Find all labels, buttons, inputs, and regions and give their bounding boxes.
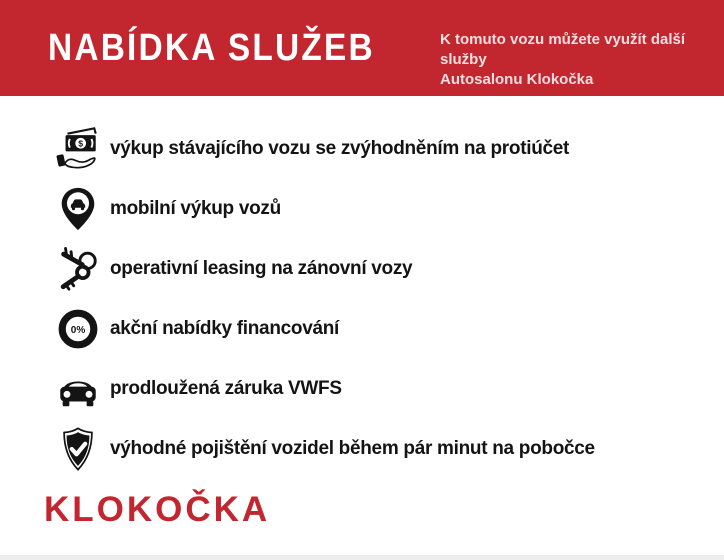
service-item-insurance xyxy=(54,419,595,479)
service-label: výkup stávajícího vozu se zvýhodněním na protiúčet xyxy=(110,138,570,159)
shield-check-icon xyxy=(54,425,102,473)
header-subtitle-line2: Autosalonu Klokočka xyxy=(440,71,594,88)
service-label: operativní leasing na zánovní vozy xyxy=(110,258,413,279)
zero-percent-icon xyxy=(54,305,102,353)
service-label: mobilní výkup vozů xyxy=(110,198,281,219)
car-keys-icon xyxy=(54,245,102,293)
header-subtitle xyxy=(440,30,720,90)
service-item-warranty xyxy=(54,359,595,419)
service-item-trade-in xyxy=(54,119,595,179)
service-label: prodloužená záruka VWFS xyxy=(110,378,342,399)
money-in-hand-icon xyxy=(54,125,102,173)
zero-percent-badge: 0% xyxy=(70,324,86,336)
service-item-financing xyxy=(54,299,595,359)
service-item-mobile-buyout xyxy=(54,179,595,239)
car-icon xyxy=(54,365,102,413)
service-label: výhodné pojištění vozidel během pár minut na pobočce xyxy=(110,438,595,459)
car-location-pin-icon xyxy=(54,185,102,233)
header-banner xyxy=(0,0,724,96)
klokocka-logo: KLOKOČKA xyxy=(44,490,271,529)
page-title: NABÍDKA SLUŽEB xyxy=(48,27,375,69)
services-list xyxy=(54,119,595,479)
header-subtitle-line1: K tomuto vozu můžete využít další služby xyxy=(440,31,686,68)
svg-text:$: $ xyxy=(78,138,84,149)
service-label: akční nabídky financování xyxy=(110,318,340,339)
service-item-leasing xyxy=(54,239,595,299)
bottom-divider xyxy=(0,555,724,560)
